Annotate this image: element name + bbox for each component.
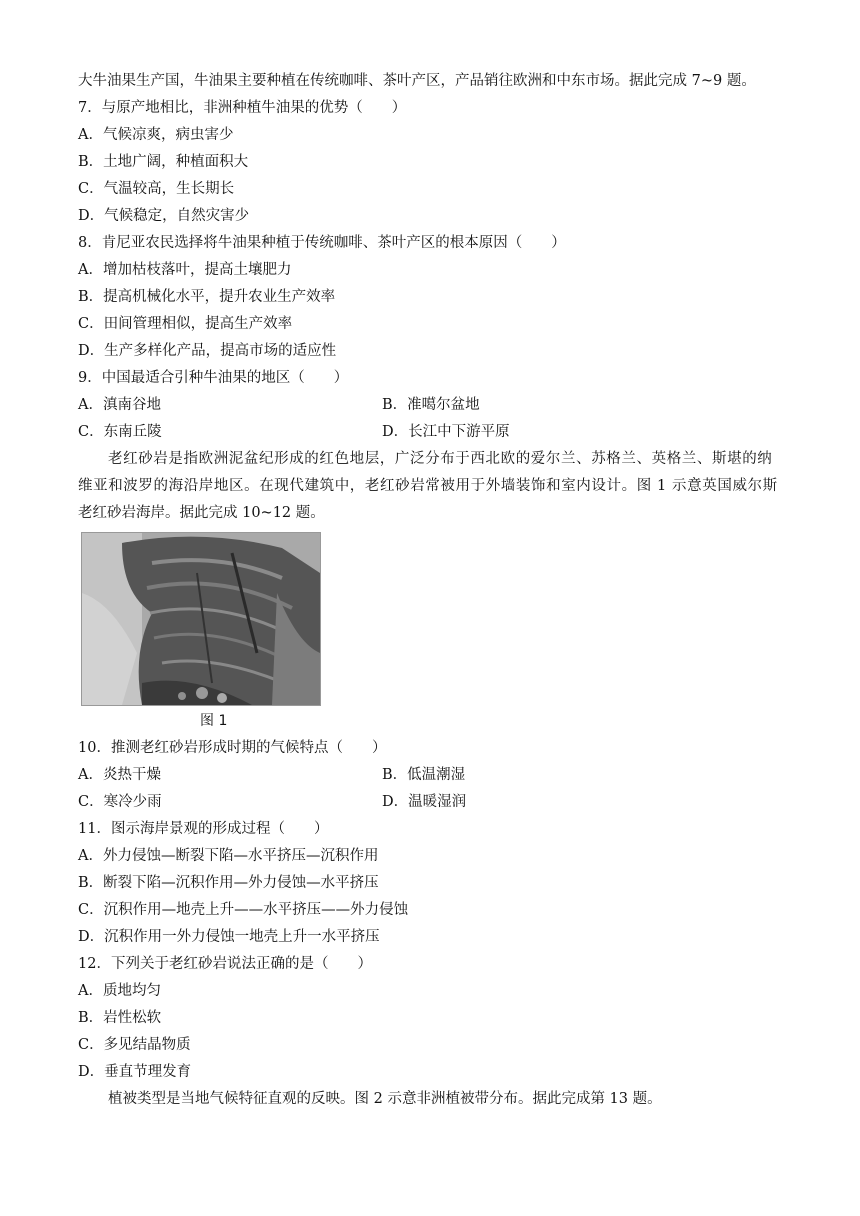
closing-line: 植被类型是当地气候特征直观的反映。图 2 示意非洲植被带分布。据此完成第 13 题。 [108, 1091, 662, 1107]
q12-option-a: A．质地均匀 [78, 983, 161, 999]
q11-option-c: C．沉积作用—地壳上升——水平挤压——外力侵蚀 [78, 902, 409, 918]
q8-option-b: B．提高机械化水平，提升农业生产效率 [78, 289, 336, 305]
q11-option-a: A．外力侵蚀—断裂下陷—水平挤压—沉积作用 [78, 848, 379, 864]
q8-option-d: D．生产多样化产品，提高市场的适应性 [78, 343, 337, 359]
q8-option-c: C．田间管理相似，提高生产效率 [78, 316, 293, 332]
q11-option-d: D．沉积作用一外力侵蚀一地壳上升一水平挤压 [78, 929, 380, 945]
q10-option-d: D．温暖湿润 [382, 794, 467, 810]
q11-stem: 11．图示海岸景观的形成过程（ ） [78, 821, 329, 837]
q12-option-b: B．岩性松软 [78, 1010, 162, 1026]
q8-stem: 8．肯尼亚农民选择将牛油果种植于传统咖啡、茶叶产区的根本原因（ ） [78, 235, 566, 251]
q7-option-d: D．气候稳定，自然灾害少 [78, 208, 250, 224]
q9-option-b: B．准噶尔盆地 [382, 397, 480, 413]
q7-option-a: A．气候凉爽，病虫害少 [78, 127, 234, 143]
q7-option-c: C．气温较高，生长期长 [78, 181, 235, 197]
q10-stem: 10．推测老红砂岩形成时期的气候特点（ ） [78, 740, 387, 756]
q12-stem: 12．下列关于老红砂岩说法正确的是（ ） [78, 956, 372, 972]
figure1-coast-photo [81, 532, 321, 706]
q12-option-d: D．垂直节理发育 [78, 1064, 192, 1080]
q9-stem: 9．中国最适合引种牛油果的地区（ ） [78, 370, 349, 386]
q8-option-a: A．增加枯枝落叶，提高土壤肥力 [78, 262, 292, 278]
q7-stem: 7．与原产地相比，非洲种植牛油果的优势（ ） [78, 100, 407, 116]
passage2-line3: 老红砂岩海岸。据此完成 10~12 题。 [78, 505, 325, 521]
q10-option-a: A．炎热干燥 [78, 767, 161, 783]
q9-option-c: C．东南丘陵 [78, 424, 162, 440]
q9-option-d: D．长江中下游平原 [382, 424, 510, 440]
figure1-caption: 图 1 [200, 713, 228, 729]
intro-line: 大牛油果生产国，牛油果主要种植在传统咖啡、茶叶产区，产品销往欧洲和中东市场。据此完成 7~9 题。 [78, 73, 756, 89]
q11-option-b: B．断裂下陷—沉积作用—外力侵蚀—水平挤压 [78, 875, 379, 891]
q12-option-c: C．多见结晶物质 [78, 1037, 191, 1053]
q7-option-b: B．土地广阔，种植面积大 [78, 154, 249, 170]
q10-option-b: B．低温潮湿 [382, 767, 466, 783]
q10-option-c: C．寒冷少雨 [78, 794, 162, 810]
passage2-line2: 维亚和波罗的海沿岸地区。在现代建筑中，老红砂岩常被用于外墙装饰和室内设计。图 1 示意英国威尔斯 [78, 478, 778, 494]
passage2-line1: 老红砂岩是指欧洲泥盆纪形成的红色地层，广泛分布于西北欧的爱尔兰、苏格兰、英格兰、斯堪的纳 [108, 451, 773, 467]
q9-option-a: A．滇南谷地 [78, 397, 161, 413]
